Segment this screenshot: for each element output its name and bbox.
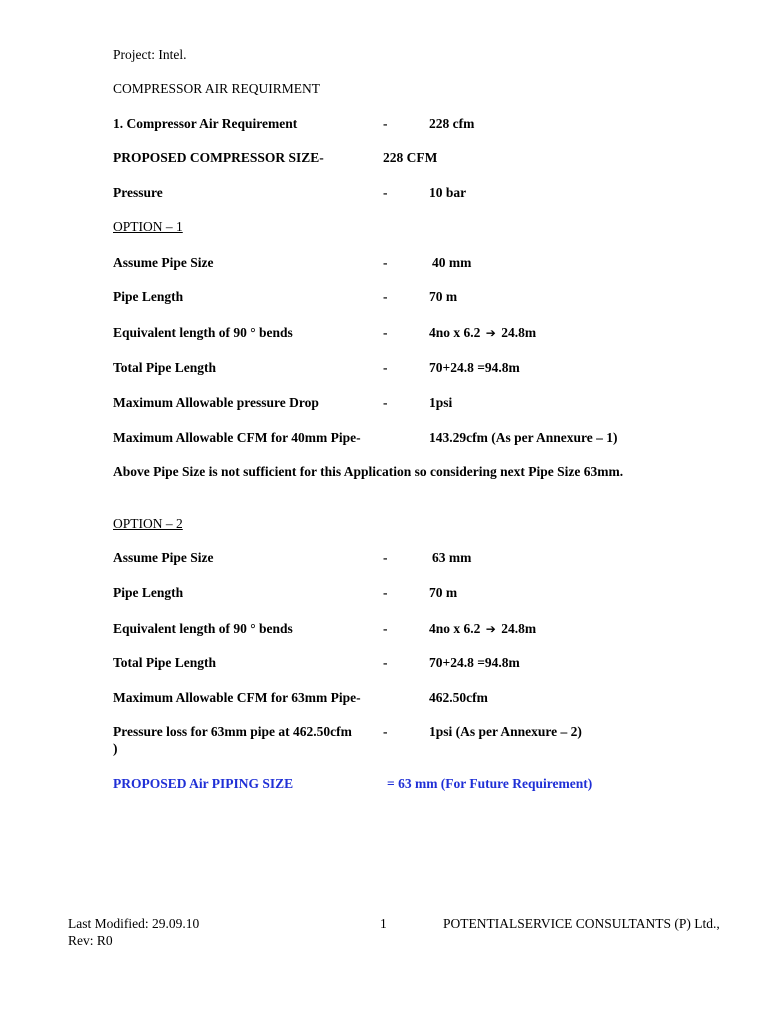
option2-pipe-length-dash: - — [383, 585, 388, 600]
option2-bends-value-b: 24.8m — [501, 621, 537, 636]
option1-pipe-size-dash: - — [383, 255, 388, 270]
option2-pressure-loss-label-cont: ) — [113, 741, 118, 756]
option1-total-length-label: Total Pipe Length — [113, 360, 217, 375]
project-line: Project: Intel. — [113, 47, 187, 62]
option1-pipe-length-label: Pipe Length — [113, 289, 184, 304]
footer-page-number: 1 — [380, 916, 387, 931]
option1-total-length-value: 70+24.8 =94.8m — [429, 360, 520, 375]
proposed-compressor-value: 228 CFM — [383, 150, 438, 165]
option2-total-length-value: 70+24.8 =94.8m — [429, 655, 520, 670]
requirement-value: 228 cfm — [429, 116, 475, 131]
option1-pressure-drop-dash: - — [383, 395, 388, 410]
option1-heading: OPTION – 1 — [113, 219, 183, 234]
footer-last-modified: Last Modified: 29.09.10 — [68, 916, 200, 931]
option2-pipe-length-label: Pipe Length — [113, 585, 184, 600]
pressure-dash: - — [383, 185, 388, 200]
arrow-right-icon: ➔ — [485, 622, 496, 636]
option2-bends-label: Equivalent length of 90 ° bends — [113, 621, 293, 636]
option1-pipe-length-dash: - — [383, 289, 388, 304]
option2-pipe-size-label: Assume Pipe Size — [113, 550, 214, 565]
option1-pipe-length-value: 70 m — [429, 289, 458, 304]
document-title: COMPRESSOR AIR REQUIRMENT — [113, 81, 321, 96]
option2-max-cfm-label: Maximum Allowable CFM for 63mm Pipe- — [113, 690, 361, 705]
option1-bends-value — [429, 325, 536, 341]
option1-total-length-dash: - — [383, 360, 388, 375]
proposed-piping-label: PROPOSED Air PIPING SIZE — [113, 776, 294, 791]
option2-max-cfm-value: 462.50cfm — [429, 690, 488, 705]
option1-pressure-drop-label: Maximum Allowable pressure Drop — [113, 395, 319, 410]
option1-pipe-size-value: 40 mm — [432, 255, 472, 270]
pressure-value: 10 bar — [429, 185, 467, 200]
option1-bends-dash: - — [383, 325, 388, 340]
option2-pipe-length-value: 70 m — [429, 585, 458, 600]
proposed-piping-value: = 63 mm (For Future Requirement) — [387, 776, 593, 791]
arrow-right-icon: ➔ — [485, 326, 496, 340]
requirement-dash: - — [383, 116, 388, 131]
option1-bends-value-a: 4no x 6.2 — [429, 325, 481, 340]
option2-total-length-dash: - — [383, 655, 388, 670]
option1-note: Above Pipe Size is not sufficient for this Application so considering next Pipe Size 63mm. — [113, 464, 624, 479]
option2-bends-value-a: 4no x 6.2 — [429, 621, 481, 636]
pressure-label: Pressure — [113, 185, 163, 200]
requirement-label: 1. Compressor Air Requirement — [113, 116, 298, 131]
option2-pressure-loss-label: Pressure loss for 63mm pipe at 462.50cfm — [113, 724, 352, 739]
option1-max-cfm-label: Maximum Allowable CFM for 40mm Pipe- — [113, 430, 361, 445]
option2-heading: OPTION – 2 — [113, 516, 183, 531]
option1-bends-value-b: 24.8m — [501, 325, 537, 340]
option2-total-length-label: Total Pipe Length — [113, 655, 217, 670]
proposed-compressor-label: PROPOSED COMPRESSOR SIZE- — [113, 150, 324, 165]
option2-pipe-size-dash: - — [383, 550, 388, 565]
option2-bends-dash: - — [383, 621, 388, 636]
option2-pipe-size-value: 63 mm — [432, 550, 472, 565]
option2-pressure-loss-value: 1psi (As per Annexure – 2) — [429, 724, 582, 739]
footer-company: POTENTIALSERVICE CONSULTANTS (P) Ltd., — [443, 916, 720, 931]
option2-bends-value — [429, 621, 536, 637]
option1-pipe-size-label: Assume Pipe Size — [113, 255, 214, 270]
option1-bends-label: Equivalent length of 90 ° bends — [113, 325, 293, 340]
footer-revision: Rev: R0 — [68, 933, 113, 948]
option1-max-cfm-value: 143.29cfm (As per Annexure – 1) — [429, 430, 618, 445]
option1-pressure-drop-value: 1psi — [429, 395, 453, 410]
option2-pressure-loss-dash: - — [383, 724, 388, 739]
